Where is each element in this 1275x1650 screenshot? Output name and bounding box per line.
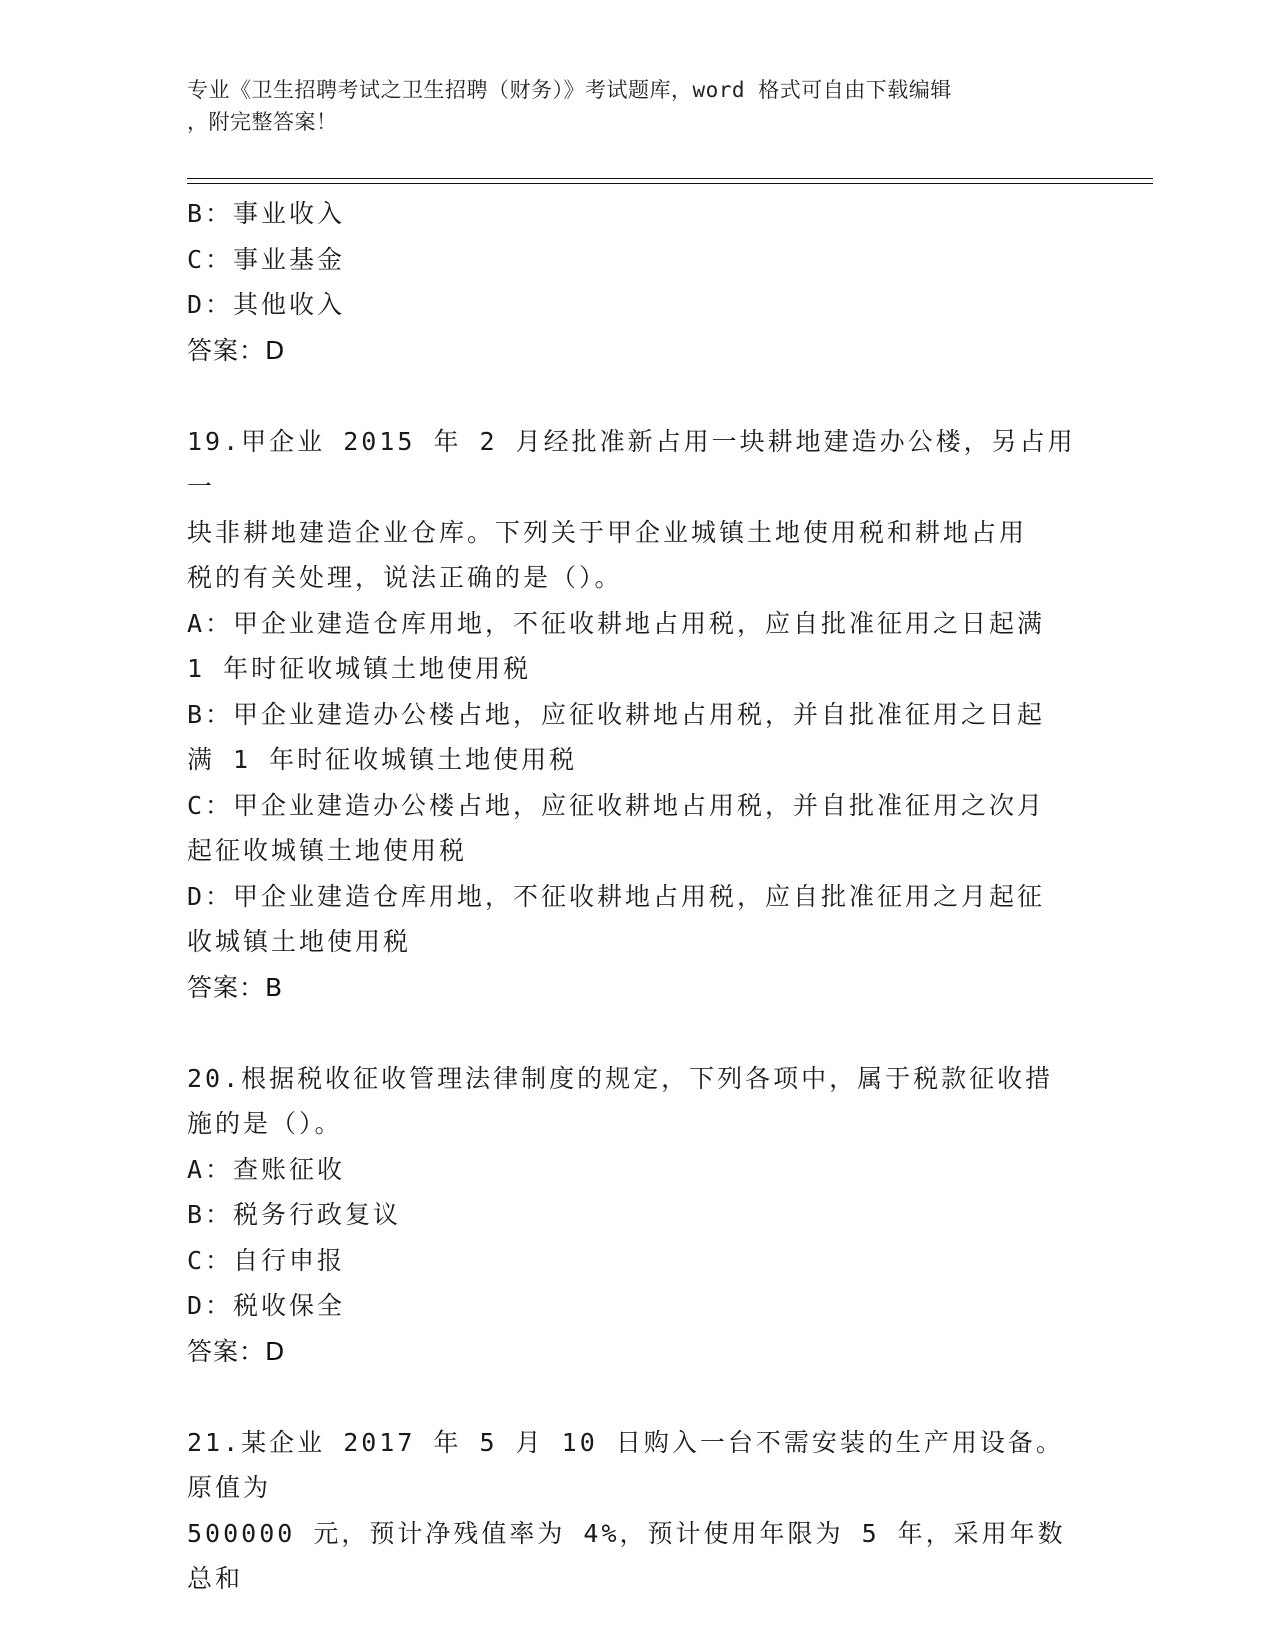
header-divider-top xyxy=(187,178,1153,179)
document-body xyxy=(187,191,1087,1602)
option-c: C：甲企业建造办公楼占地，应征收耕地占用税，并自批准征用之次月 xyxy=(187,790,1046,820)
header-line-1: 专业《卫生招聘考试之卫生招聘（财务）》考试题库，word 格式可自由下载编辑 xyxy=(187,78,952,102)
header-line-2: ，附完整答案！ xyxy=(187,110,338,134)
option-b: B：甲企业建造办公楼占地，应征收耕地占用税，并自批准征用之日起 xyxy=(187,699,1046,729)
question-19 xyxy=(187,419,1087,1011)
question-20 xyxy=(187,1056,1087,1375)
answer-line: 答案：D xyxy=(187,335,286,365)
option-c: C：自行申报 xyxy=(187,1245,346,1275)
question-text: 施的是（）。 xyxy=(187,1109,343,1138)
option-d: D：其他收入 xyxy=(187,290,346,319)
question-text: 块非耕地建造企业仓库。下列关于甲企业城镇土地使用税和耕地占用 xyxy=(187,517,1028,547)
question-text: 500000 元，预计净残值率为 4%，预计使用年限为 5 年，采用年数总和 xyxy=(187,1518,1066,1593)
question-text: 税的有关处理，说法正确的是（）。 xyxy=(187,563,623,592)
spacer xyxy=(187,1374,1087,1420)
question-text: 20.根据税收征收管理法律制度的规定，下列各项中，属于税款征收措 xyxy=(187,1063,1054,1093)
document-header xyxy=(187,74,1067,138)
question-21 xyxy=(187,1420,1087,1602)
option-b: B：事业收入 xyxy=(187,199,346,228)
question-text: 19.甲企业 2015 年 2 月经批准新占用一块耕地建造办公楼，另占用一 xyxy=(187,426,1076,501)
option-a: A：查账征收 xyxy=(187,1154,346,1184)
answer-line: 答案：B xyxy=(187,972,284,1002)
option-d: D：税收保全 xyxy=(187,1291,346,1320)
option-d-cont: 收城镇土地使用税 xyxy=(187,927,412,956)
question-18-tail xyxy=(187,191,1087,373)
spacer xyxy=(187,1010,1087,1056)
option-c: C：事业基金 xyxy=(187,244,346,274)
header-divider-bottom xyxy=(187,183,1153,184)
spacer xyxy=(187,373,1087,419)
answer-line: 答案：D xyxy=(187,1336,286,1366)
question-text: 21.某企业 2017 年 5 月 10 日购入一台不需安装的生产用设备。原值为 xyxy=(187,1427,1064,1502)
option-b: B：税务行政复议 xyxy=(187,1200,402,1229)
option-b-cont: 满 1 年时征收城镇土地使用税 xyxy=(187,745,578,774)
option-c-cont: 起征收城镇土地使用税 xyxy=(187,836,468,865)
option-a-cont: 1 年时征收城镇土地使用税 xyxy=(187,654,532,683)
option-d: D：甲企业建造仓库用地，不征收耕地占用税，应自批准征用之月起征 xyxy=(187,881,1046,911)
option-a: A：甲企业建造仓库用地，不征收耕地占用税，应自批准征用之日起满 xyxy=(187,608,1046,638)
